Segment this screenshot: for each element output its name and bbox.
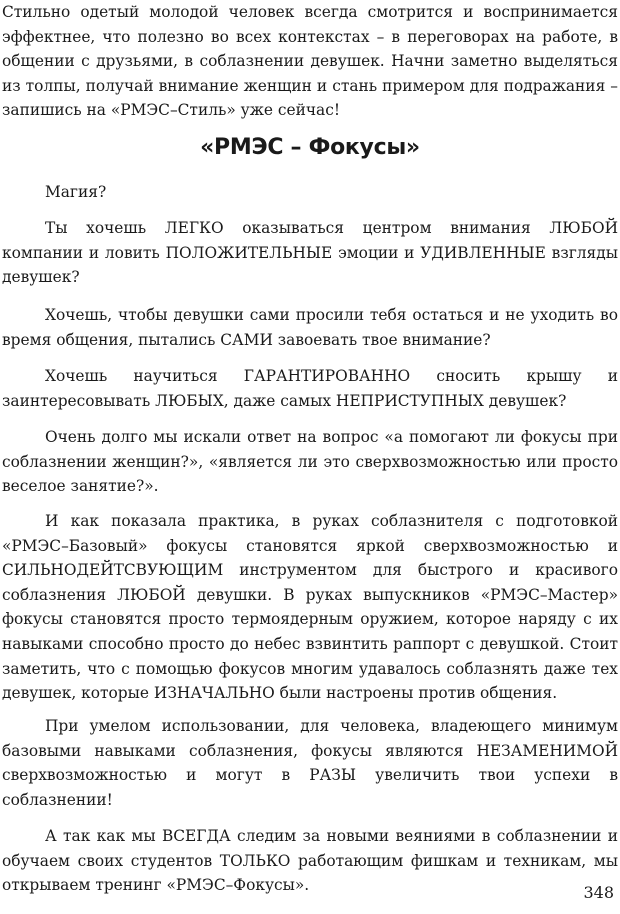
paragraph-text: Магия? [45,183,107,201]
body-paragraph [2,180,618,205]
body-paragraph [2,714,618,812]
paragraph-text: Очень долго мы искали ответ на вопрос «а помогают ли фокусы при соблазнении женщин?», «является ли это сверхвозможностью или просто веселое занятие?». [2,428,618,496]
body-paragraph [2,425,618,499]
paragraph-text: А так как мы ВСЕГДА следим за новыми веяниями в соблазнении и обучаем своих студентов ТОЛЬКО работающим фишкам и техникам, мы открываем тренинг «РМЭС–Фокусы». [2,827,618,895]
paragraph-text: И как показала практика, в руках соблазнителя с подготовкой «РМЭС–Базовый» фокусы становятся яркой сверхвозможностью и СИЛЬНОДЕЙТСВУЮЩИМ инструментом для быстрого и красивого соблазнения ЛЮБОЙ девушки. В руках выпускников «РМЭС–Мастер» фокусы становятся просто термоядерным оружием, которое наряду с их навыками способно просто до небес взвинтить раппорт с девушкой. Стоит заметить, что с помощью фокусов многим удавалось соблазнять даже тех девушек, которые ИЗНАЧАЛЬНО были настроены против общения. [2,512,618,703]
body-paragraph [2,824,618,898]
paragraph-text: Стильно одетый молодой человек всегда смотрится и воспринимается эффектнее, что полезно во всех контекстах – в переговорах на работе, в общении с друзьями, в соблазнении девушек. Начни заметно выделяться из толпы, получай внимание женщин и стань примером для подражания – запишись на «РМЭС–Стиль» уже сейчас! [2,3,618,120]
paragraph-text: Ты хочешь ЛЕГКО оказываться центром внимания ЛЮБОЙ компании и ловить ПОЛОЖИТЕЛЬНЫЕ эмоции и УДИВЛЕННЫЕ взгляды девушек? [2,219,618,287]
paragraph-text: Хочешь научиться ГАРАНТИРОВАННО сносить крышу и заинтересовывать ЛЮБЫХ, даже самых НЕПРИСТУПНЫХ девушек? [2,367,618,410]
page-number: 348 [583,883,614,902]
paragraph-text: Хочешь, чтобы девушки сами просили тебя остаться и не уходить во время общения, пытались САМИ завоевать твое внимание? [2,306,618,349]
body-paragraph [2,216,618,290]
paragraph-text: При умелом использовании, для человека, владеющего минимум базовыми навыками соблазнения, фокусы являются НЕЗАМЕНИМОЙ сверхвозможностью и могут в РАЗЫ увеличить твои успехи в соблазнении! [2,717,618,809]
section-heading: «РМЭС – Фокусы» [200,135,420,160]
body-paragraph [2,509,618,706]
body-paragraph [2,364,618,413]
intro-paragraph [2,0,618,123]
body-paragraph [2,303,618,352]
